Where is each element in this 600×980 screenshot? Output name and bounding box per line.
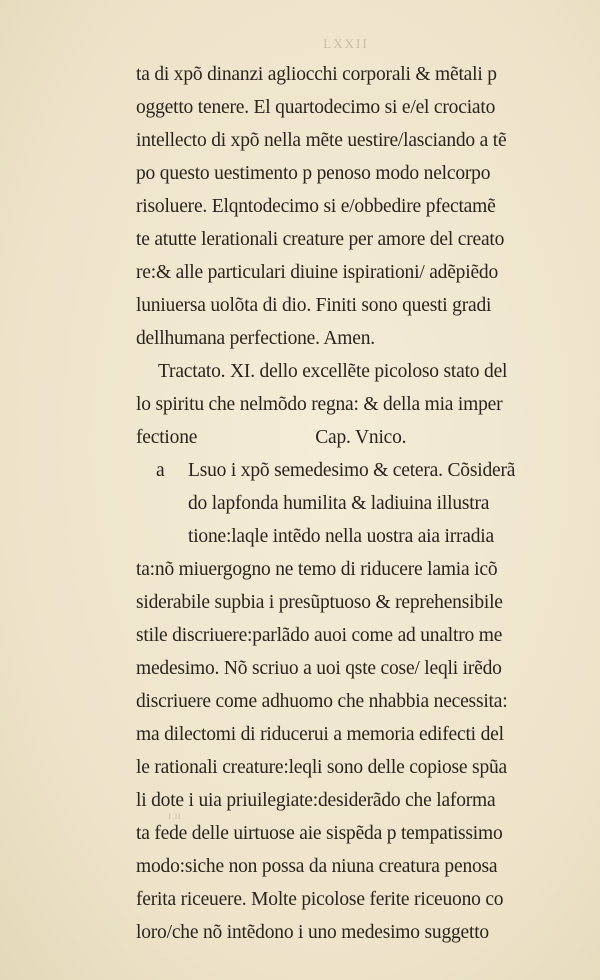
text-line: li dote i uia priuilegiate:desiderãdo che laforma	[136, 790, 496, 811]
text-line: siderabile supbia i presũptuoso & reprehensibile	[136, 592, 503, 613]
text-line: te atutte lerationali creature per amore del creato	[136, 229, 505, 250]
text-line: risoluere. Elqntodecimo si e/obbedire pfectamẽ	[136, 196, 496, 217]
initial-guide-letter: a	[156, 460, 165, 481]
text-block	[136, 58, 576, 949]
text-line: discriuere come adhuomo che nhabbia necessita:	[136, 691, 508, 712]
text-line: tione:laqle intẽdo nella uostra aia irradia	[188, 526, 494, 547]
text-line	[136, 454, 576, 487]
text-line: oggetto tenere. El quartodecimo si e/el crociato	[136, 97, 496, 118]
chapter-heading-end: fectione	[136, 427, 198, 448]
text-line: luniuersa uolõta di dio. Finiti sono questi gradi	[136, 295, 492, 316]
text-line: ma dilectomi di riducerui a memoria edifecti del	[136, 724, 504, 745]
text-line: ta fede delle uirtuose aie sispẽda p tempatissimo	[136, 823, 503, 844]
marginal-mark: ı ıı	[168, 808, 182, 822]
text-line: dellhumana perfectione. Amen.	[136, 328, 375, 349]
text-line: ta di xpõ dinanzi agliocchi corporali & mẽtali p	[136, 64, 497, 85]
text-line: ferita riceuere. Molte picolose ferite riceuono co	[136, 889, 504, 910]
chapter-heading-line: Tractato. XI. dello excellẽte picoloso stato del	[158, 361, 508, 382]
text-line: le rationali creature:leqli sono delle copiose spũa	[136, 757, 507, 778]
text-line: ta:nõ miuergogno ne temo di riducere lamia icõ	[136, 559, 498, 580]
first-line-text: Lsuo i xpõ semedesimo & cetera. Cõsiderã	[188, 460, 516, 481]
text-line: do lapfonda humilita & ladiuina illustra	[188, 493, 490, 514]
chapter-label: Cap. Vnico.	[315, 427, 407, 448]
text-line: modo:siche non possa da niuna creatura penosa	[136, 856, 498, 877]
text-line: intellecto di xpõ nella mẽte uestire/lasciando a tẽ	[136, 130, 507, 151]
folio-number: LXXII	[323, 36, 369, 51]
chapter-heading-line: lo spiritu che nelmõdo regna: & della mia imper	[136, 394, 503, 415]
text-line: loro/che nõ intẽdono i uno medesimo suggetto	[136, 922, 489, 943]
text-line: re:& alle particulari diuine ispirationi/ adẽpiẽdo	[136, 262, 498, 283]
text-line: po questo uestimento p penoso modo nelcorpo	[136, 163, 491, 184]
text-line: stile discriuere:parlãdo auoi come ad unaltro me	[136, 625, 503, 646]
text-line: medesimo. Nõ scriuo a uoi qste cose/ leqli irẽdo	[136, 658, 502, 679]
chapter-heading-line	[136, 421, 576, 454]
